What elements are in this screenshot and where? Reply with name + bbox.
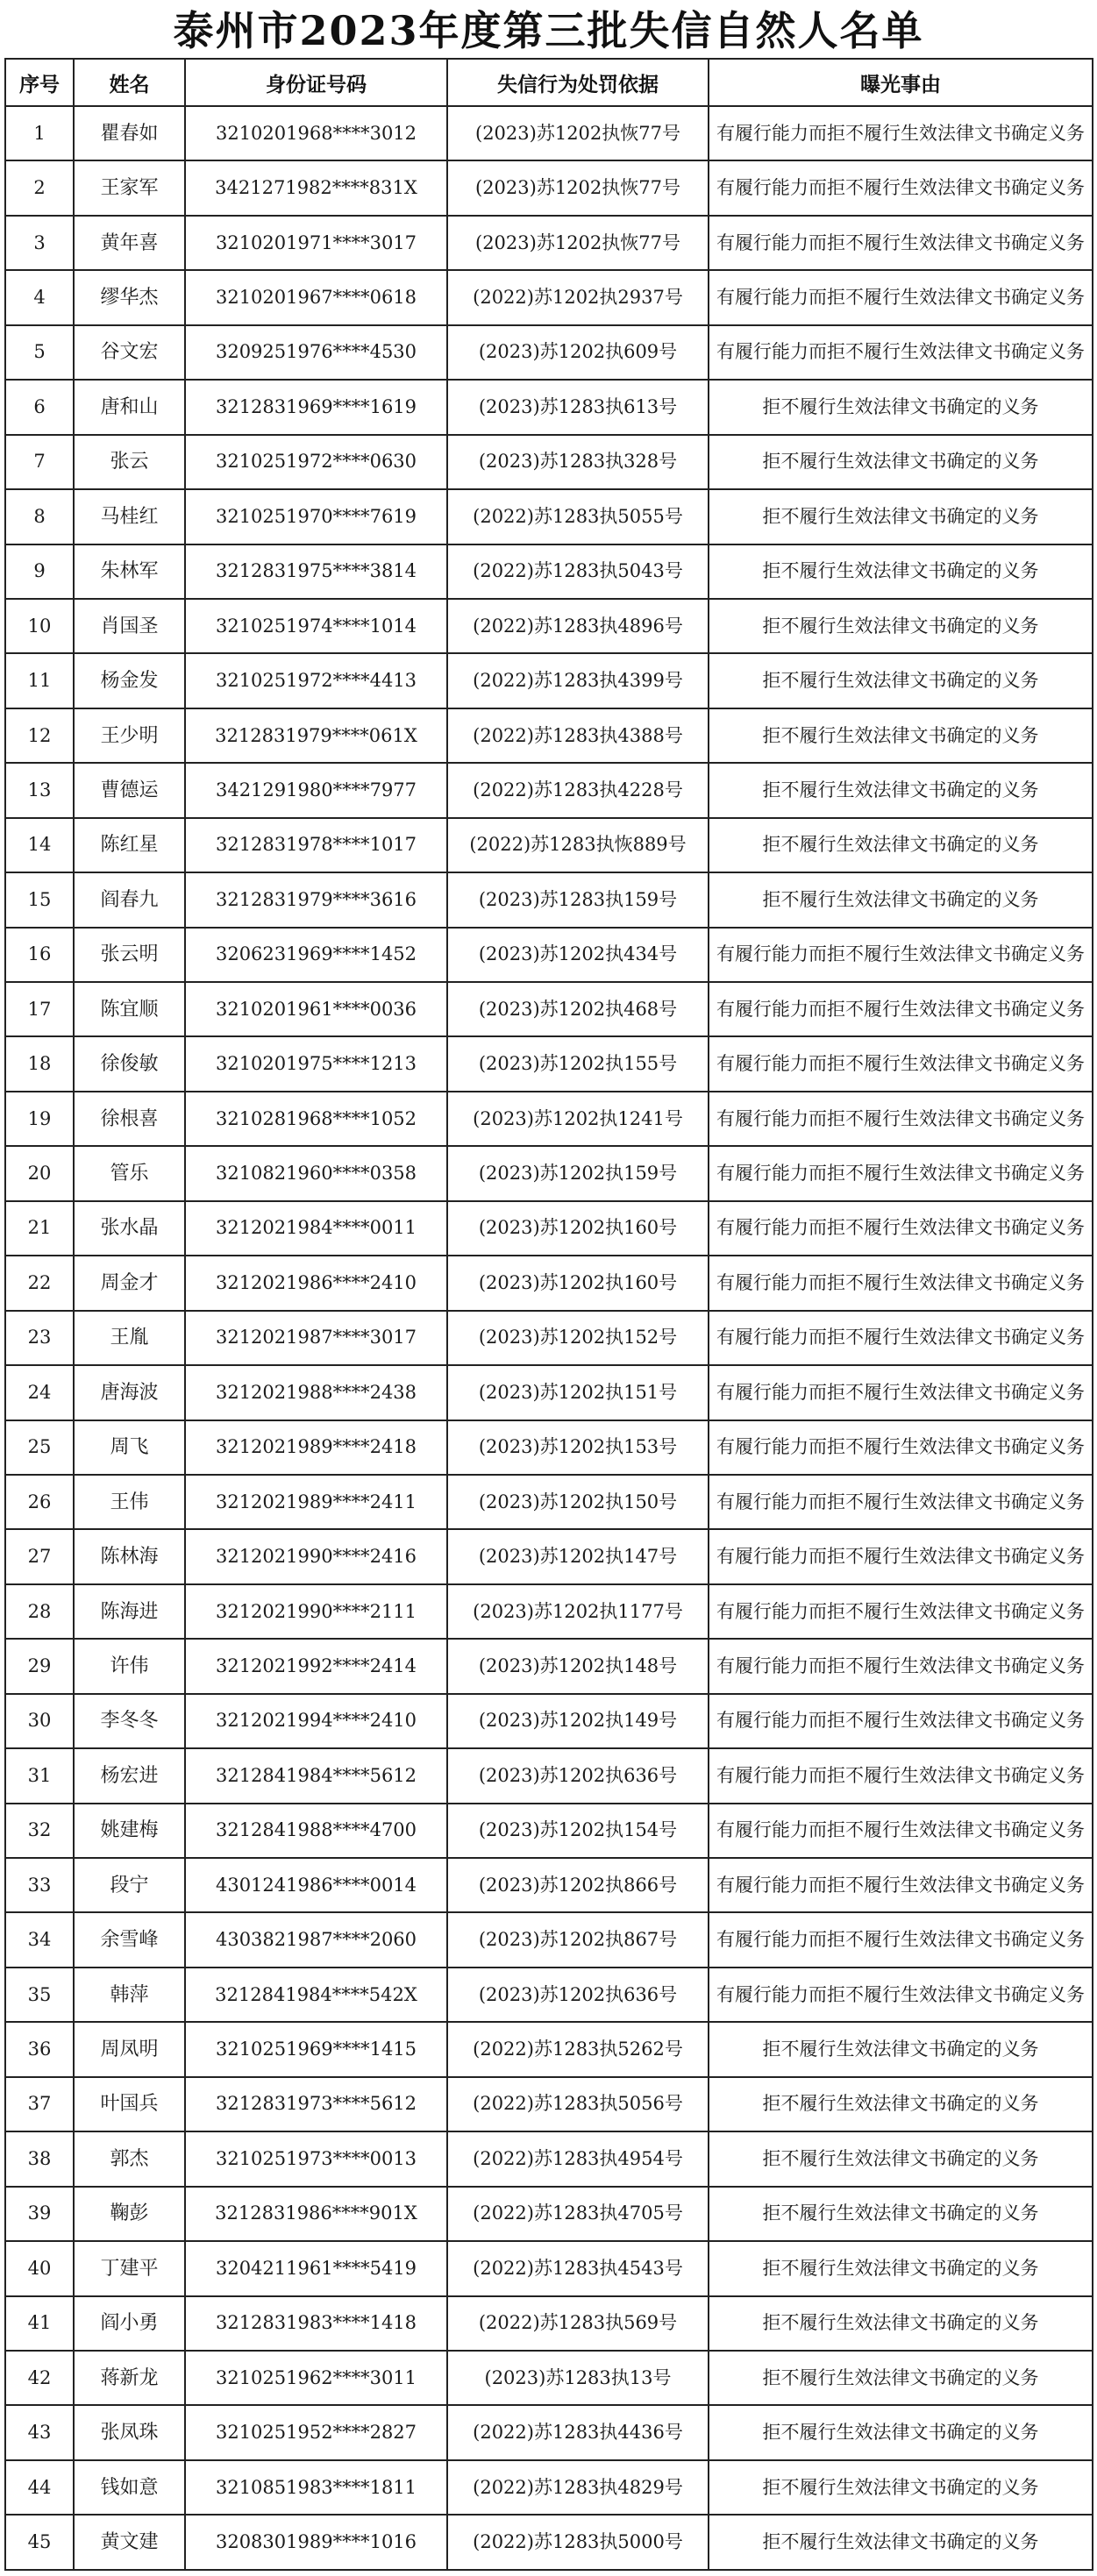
table-body xyxy=(5,106,1093,2570)
cell-serial-number: 36 xyxy=(5,2022,74,2076)
cell-name: 段宁 xyxy=(74,1858,185,1912)
cell-penalty-basis: (2022)苏1283执4228号 xyxy=(447,763,709,817)
table-row xyxy=(5,1584,1093,1639)
table-row xyxy=(5,1420,1093,1475)
cell-id-number: 3212021990****2111 xyxy=(185,1584,447,1639)
cell-id-number: 3210201968****3012 xyxy=(185,106,447,160)
cell-exposure-reason: 有履行能力而拒不履行生效法律文书确定义务 xyxy=(709,1475,1093,1529)
cell-exposure-reason: 拒不履行生效法律文书确定的义务 xyxy=(709,872,1093,927)
cell-exposure-reason: 拒不履行生效法律文书确定的义务 xyxy=(709,2405,1093,2459)
table-row xyxy=(5,1694,1093,1748)
cell-name: 唐海波 xyxy=(74,1365,185,1420)
cell-exposure-reason: 拒不履行生效法律文书确定的义务 xyxy=(709,599,1093,653)
cell-serial-number: 4 xyxy=(5,270,74,324)
cell-id-number: 3210851983****1811 xyxy=(185,2460,447,2515)
cell-exposure-reason: 拒不履行生效法律文书确定的义务 xyxy=(709,2460,1093,2515)
table-row xyxy=(5,2460,1093,2515)
cell-penalty-basis: (2023)苏1283执13号 xyxy=(447,2351,709,2405)
cell-serial-number: 2 xyxy=(5,160,74,215)
cell-name: 蒋新龙 xyxy=(74,2351,185,2405)
cell-penalty-basis: (2022)苏1283执5055号 xyxy=(447,489,709,544)
cell-penalty-basis: (2023)苏1202执1241号 xyxy=(447,1092,709,1146)
table-row xyxy=(5,325,1093,380)
cell-name: 周凤明 xyxy=(74,2022,185,2076)
cell-exposure-reason: 拒不履行生效法律文书确定的义务 xyxy=(709,2077,1093,2131)
cell-serial-number: 11 xyxy=(5,653,74,708)
cell-penalty-basis: (2023)苏1202执152号 xyxy=(447,1311,709,1365)
cell-name: 王伟 xyxy=(74,1475,185,1529)
cell-id-number: 3212841984****5612 xyxy=(185,1748,447,1803)
page-title: 泰州市2023年度第三批失信自然人名单 xyxy=(173,7,924,54)
cell-id-number: 3212021988****2438 xyxy=(185,1365,447,1420)
cell-serial-number: 40 xyxy=(5,2241,74,2295)
cell-exposure-reason: 有履行能力而拒不履行生效法律文书确定义务 xyxy=(709,1365,1093,1420)
table-row xyxy=(5,2515,1093,2569)
table-row xyxy=(5,2022,1093,2076)
cell-id-number: 3421271982****831X xyxy=(185,160,447,215)
cell-id-number: 3212831973****5612 xyxy=(185,2077,447,2131)
cell-penalty-basis: (2023)苏1202执150号 xyxy=(447,1475,709,1529)
cell-name: 张云 xyxy=(74,435,185,489)
cell-penalty-basis: (2022)苏1283执4543号 xyxy=(447,2241,709,2295)
cell-exposure-reason: 拒不履行生效法律文书确定的义务 xyxy=(709,380,1093,434)
cell-serial-number: 16 xyxy=(5,928,74,982)
cell-name: 张水晶 xyxy=(74,1201,185,1256)
cell-penalty-basis: (2022)苏1202执2937号 xyxy=(447,270,709,324)
table-row xyxy=(5,1146,1093,1200)
cell-penalty-basis: (2023)苏1283执613号 xyxy=(447,380,709,434)
cell-serial-number: 26 xyxy=(5,1475,74,1529)
cell-penalty-basis: (2023)苏1202执147号 xyxy=(447,1529,709,1583)
cell-exposure-reason: 拒不履行生效法律文书确定的义务 xyxy=(709,653,1093,708)
cell-penalty-basis: (2023)苏1202执160号 xyxy=(447,1256,709,1310)
cell-serial-number: 18 xyxy=(5,1036,74,1091)
cell-name: 叶国兵 xyxy=(74,2077,185,2131)
cell-name: 徐俊敏 xyxy=(74,1036,185,1091)
cell-exposure-reason: 有履行能力而拒不履行生效法律文书确定义务 xyxy=(709,1748,1093,1803)
cell-id-number: 3212021984****0011 xyxy=(185,1201,447,1256)
cell-id-number: 3212841988****4700 xyxy=(185,1804,447,1858)
cell-exposure-reason: 有履行能力而拒不履行生效法律文书确定义务 xyxy=(709,160,1093,215)
cell-exposure-reason: 拒不履行生效法律文书确定的义务 xyxy=(709,2022,1093,2076)
cell-serial-number: 31 xyxy=(5,1748,74,1803)
cell-penalty-basis: (2023)苏1202执149号 xyxy=(447,1694,709,1748)
cell-name: 王家军 xyxy=(74,160,185,215)
cell-name: 马桂红 xyxy=(74,489,185,544)
cell-penalty-basis: (2022)苏1283执4705号 xyxy=(447,2187,709,2241)
cell-id-number: 3212021986****2410 xyxy=(185,1256,447,1310)
cell-id-number: 3210251970****7619 xyxy=(185,489,447,544)
cell-penalty-basis: (2023)苏1202执154号 xyxy=(447,1804,709,1858)
cell-name: 周飞 xyxy=(74,1420,185,1475)
table-row xyxy=(5,763,1093,817)
cell-penalty-basis: (2022)苏1283执5056号 xyxy=(447,2077,709,2131)
cell-penalty-basis: (2022)苏1283执4399号 xyxy=(447,653,709,708)
cell-exposure-reason: 拒不履行生效法律文书确定的义务 xyxy=(709,544,1093,599)
cell-serial-number: 5 xyxy=(5,325,74,380)
cell-name: 黄年喜 xyxy=(74,216,185,270)
cell-penalty-basis: (2023)苏1202执636号 xyxy=(447,1968,709,2022)
cell-id-number: 3212831979****061X xyxy=(185,708,447,763)
cell-exposure-reason: 有履行能力而拒不履行生效法律文书确定义务 xyxy=(709,270,1093,324)
table-row xyxy=(5,2405,1093,2459)
table-row xyxy=(5,982,1093,1036)
header-serial-number: 序号 xyxy=(5,59,74,106)
table-row xyxy=(5,106,1093,160)
cell-name: 杨金发 xyxy=(74,653,185,708)
cell-serial-number: 41 xyxy=(5,2296,74,2351)
cell-penalty-basis: (2023)苏1202执867号 xyxy=(447,1912,709,1967)
cell-name: 杨宏进 xyxy=(74,1748,185,1803)
cell-exposure-reason: 拒不履行生效法律文书确定的义务 xyxy=(709,763,1093,817)
cell-exposure-reason: 拒不履行生效法律文书确定的义务 xyxy=(709,2241,1093,2295)
table-row xyxy=(5,1365,1093,1420)
cell-id-number: 3206231969****1452 xyxy=(185,928,447,982)
cell-id-number: 3212021992****2414 xyxy=(185,1639,447,1693)
table-row xyxy=(5,872,1093,927)
table-row xyxy=(5,1968,1093,2022)
table-row xyxy=(5,2351,1093,2405)
cell-id-number: 4301241986****0014 xyxy=(185,1858,447,1912)
cell-name: 王胤 xyxy=(74,1311,185,1365)
table-row xyxy=(5,1912,1093,1967)
cell-id-number: 3210281968****1052 xyxy=(185,1092,447,1146)
cell-serial-number: 23 xyxy=(5,1311,74,1365)
cell-serial-number: 1 xyxy=(5,106,74,160)
header-row xyxy=(5,59,1093,106)
cell-id-number: 3210251974****1014 xyxy=(185,599,447,653)
cell-serial-number: 35 xyxy=(5,1968,74,2022)
cell-id-number: 3210201971****3017 xyxy=(185,216,447,270)
table-row xyxy=(5,1858,1093,1912)
cell-name: 李冬冬 xyxy=(74,1694,185,1748)
cell-exposure-reason: 有履行能力而拒不履行生效法律文书确定义务 xyxy=(709,1256,1093,1310)
cell-serial-number: 20 xyxy=(5,1146,74,1200)
cell-id-number: 3212021994****2410 xyxy=(185,1694,447,1748)
cell-serial-number: 7 xyxy=(5,435,74,489)
cell-id-number: 3210201975****1213 xyxy=(185,1036,447,1091)
cell-serial-number: 17 xyxy=(5,982,74,1036)
cell-name: 缪华杰 xyxy=(74,270,185,324)
blacklist-table xyxy=(4,58,1093,2571)
cell-penalty-basis: (2023)苏1202执153号 xyxy=(447,1420,709,1475)
table-row xyxy=(5,160,1093,215)
cell-exposure-reason: 有履行能力而拒不履行生效法律文书确定义务 xyxy=(709,216,1093,270)
cell-id-number: 3212831969****1619 xyxy=(185,380,447,434)
cell-serial-number: 25 xyxy=(5,1420,74,1475)
table-row xyxy=(5,1639,1093,1693)
cell-id-number: 3212841984****542X xyxy=(185,1968,447,2022)
cell-name: 管乐 xyxy=(74,1146,185,1200)
cell-id-number: 3210251973****0013 xyxy=(185,2131,447,2186)
cell-penalty-basis: (2023)苏1202执160号 xyxy=(447,1201,709,1256)
cell-exposure-reason: 有履行能力而拒不履行生效法律文书确定义务 xyxy=(709,106,1093,160)
table-row xyxy=(5,2131,1093,2186)
cell-name: 瞿春如 xyxy=(74,106,185,160)
cell-penalty-basis: (2022)苏1283执4954号 xyxy=(447,2131,709,2186)
cell-penalty-basis: (2022)苏1283执4829号 xyxy=(447,2460,709,2515)
cell-exposure-reason: 有履行能力而拒不履行生效法律文书确定义务 xyxy=(709,1639,1093,1693)
cell-penalty-basis: (2023)苏1202执151号 xyxy=(447,1365,709,1420)
cell-serial-number: 37 xyxy=(5,2077,74,2131)
table-row xyxy=(5,1804,1093,1858)
cell-serial-number: 3 xyxy=(5,216,74,270)
cell-exposure-reason: 有履行能力而拒不履行生效法律文书确定义务 xyxy=(709,1146,1093,1200)
cell-serial-number: 34 xyxy=(5,1912,74,1967)
cell-exposure-reason: 拒不履行生效法律文书确定的义务 xyxy=(709,2131,1093,2186)
table-row xyxy=(5,435,1093,489)
cell-serial-number: 12 xyxy=(5,708,74,763)
cell-exposure-reason: 有履行能力而拒不履行生效法律文书确定义务 xyxy=(709,1912,1093,1967)
cell-id-number: 3212021989****2411 xyxy=(185,1475,447,1529)
cell-name: 王少明 xyxy=(74,708,185,763)
cell-penalty-basis: (2023)苏1202执恢77号 xyxy=(447,216,709,270)
cell-id-number: 3204211961****5419 xyxy=(185,2241,447,2295)
cell-penalty-basis: (2022)苏1283执5262号 xyxy=(447,2022,709,2076)
cell-penalty-basis: (2023)苏1202执636号 xyxy=(447,1748,709,1803)
cell-name: 曹德运 xyxy=(74,763,185,817)
cell-name: 张云明 xyxy=(74,928,185,982)
header-name: 姓名 xyxy=(74,59,185,106)
cell-id-number: 3210251972****4413 xyxy=(185,653,447,708)
table-row xyxy=(5,653,1093,708)
cell-name: 阎春九 xyxy=(74,872,185,927)
cell-name: 张凤珠 xyxy=(74,2405,185,2459)
cell-serial-number: 9 xyxy=(5,544,74,599)
cell-name: 阎小勇 xyxy=(74,2296,185,2351)
table-row xyxy=(5,380,1093,434)
cell-penalty-basis: (2023)苏1202执159号 xyxy=(447,1146,709,1200)
cell-exposure-reason: 拒不履行生效法律文书确定的义务 xyxy=(709,818,1093,872)
table-row xyxy=(5,1529,1093,1583)
cell-exposure-reason: 有履行能力而拒不履行生效法律文书确定义务 xyxy=(709,928,1093,982)
cell-penalty-basis: (2022)苏1283执4896号 xyxy=(447,599,709,653)
cell-exposure-reason: 有履行能力而拒不履行生效法律文书确定义务 xyxy=(709,1584,1093,1639)
table-row xyxy=(5,599,1093,653)
cell-name: 陈林海 xyxy=(74,1529,185,1583)
cell-serial-number: 8 xyxy=(5,489,74,544)
cell-serial-number: 44 xyxy=(5,2460,74,2515)
cell-id-number: 3210251962****3011 xyxy=(185,2351,447,2405)
cell-exposure-reason: 有履行能力而拒不履行生效法律文书确定义务 xyxy=(709,1694,1093,1748)
table-row xyxy=(5,2077,1093,2131)
cell-serial-number: 22 xyxy=(5,1256,74,1310)
table-row xyxy=(5,1256,1093,1310)
cell-exposure-reason: 有履行能力而拒不履行生效法律文书确定义务 xyxy=(709,1858,1093,1912)
cell-id-number: 3210251952****2827 xyxy=(185,2405,447,2459)
cell-serial-number: 43 xyxy=(5,2405,74,2459)
cell-exposure-reason: 有履行能力而拒不履行生效法律文书确定义务 xyxy=(709,1092,1093,1146)
table-row xyxy=(5,1311,1093,1365)
cell-name: 谷文宏 xyxy=(74,325,185,380)
cell-exposure-reason: 有履行能力而拒不履行生效法律文书确定义务 xyxy=(709,1968,1093,2022)
cell-exposure-reason: 有履行能力而拒不履行生效法律文书确定义务 xyxy=(709,1201,1093,1256)
header-penalty-basis: 失信行为处罚依据 xyxy=(447,59,709,106)
table-row xyxy=(5,2296,1093,2351)
cell-penalty-basis: (2023)苏1283执328号 xyxy=(447,435,709,489)
cell-exposure-reason: 有履行能力而拒不履行生效法律文书确定义务 xyxy=(709,1529,1093,1583)
cell-penalty-basis: (2022)苏1283执569号 xyxy=(447,2296,709,2351)
cell-penalty-basis: (2023)苏1202执恢77号 xyxy=(447,160,709,215)
cell-exposure-reason: 有履行能力而拒不履行生效法律文书确定义务 xyxy=(709,1804,1093,1858)
table-row xyxy=(5,2241,1093,2295)
table-row xyxy=(5,818,1093,872)
cell-exposure-reason: 有履行能力而拒不履行生效法律文书确定义务 xyxy=(709,982,1093,1036)
header-exposure-reason: 曝光事由 xyxy=(709,59,1093,106)
cell-serial-number: 28 xyxy=(5,1584,74,1639)
cell-name: 鞠彭 xyxy=(74,2187,185,2241)
cell-id-number: 3212021990****2416 xyxy=(185,1529,447,1583)
cell-id-number: 3212831979****3616 xyxy=(185,872,447,927)
cell-serial-number: 10 xyxy=(5,599,74,653)
cell-name: 郭杰 xyxy=(74,2131,185,2186)
table-row xyxy=(5,708,1093,763)
cell-id-number: 3212831975****3814 xyxy=(185,544,447,599)
cell-penalty-basis: (2023)苏1202执866号 xyxy=(447,1858,709,1912)
table-row xyxy=(5,928,1093,982)
table-row xyxy=(5,544,1093,599)
cell-penalty-basis: (2023)苏1202执恢77号 xyxy=(447,106,709,160)
cell-id-number: 3212021987****3017 xyxy=(185,1311,447,1365)
cell-penalty-basis: (2022)苏1283执5000号 xyxy=(447,2515,709,2569)
table-row xyxy=(5,1036,1093,1091)
cell-exposure-reason: 拒不履行生效法律文书确定的义务 xyxy=(709,2515,1093,2569)
cell-serial-number: 32 xyxy=(5,1804,74,1858)
cell-serial-number: 33 xyxy=(5,1858,74,1912)
cell-id-number: 3210821960****0358 xyxy=(185,1146,447,1200)
cell-name: 黄文建 xyxy=(74,2515,185,2569)
table-row xyxy=(5,216,1093,270)
cell-penalty-basis: (2023)苏1202执434号 xyxy=(447,928,709,982)
cell-id-number: 3209251976****4530 xyxy=(185,325,447,380)
table-row xyxy=(5,270,1093,324)
cell-serial-number: 29 xyxy=(5,1639,74,1693)
cell-id-number: 3208301989****1016 xyxy=(185,2515,447,2569)
cell-exposure-reason: 有履行能力而拒不履行生效法律文书确定义务 xyxy=(709,325,1093,380)
cell-exposure-reason: 有履行能力而拒不履行生效法律文书确定义务 xyxy=(709,1036,1093,1091)
cell-penalty-basis: (2023)苏1202执468号 xyxy=(447,982,709,1036)
cell-penalty-basis: (2023)苏1202执148号 xyxy=(447,1639,709,1693)
cell-penalty-basis: (2022)苏1283执恢889号 xyxy=(447,818,709,872)
cell-name: 徐根喜 xyxy=(74,1092,185,1146)
cell-exposure-reason: 拒不履行生效法律文书确定的义务 xyxy=(709,435,1093,489)
table-row xyxy=(5,1092,1093,1146)
table-row xyxy=(5,2187,1093,2241)
header-id-number: 身份证号码 xyxy=(185,59,447,106)
cell-name: 朱林军 xyxy=(74,544,185,599)
cell-exposure-reason: 拒不履行生效法律文书确定的义务 xyxy=(709,2351,1093,2405)
cell-id-number: 3421291980****7977 xyxy=(185,763,447,817)
cell-serial-number: 39 xyxy=(5,2187,74,2241)
table-row xyxy=(5,1475,1093,1529)
cell-id-number: 3210251969****1415 xyxy=(185,2022,447,2076)
cell-serial-number: 21 xyxy=(5,1201,74,1256)
cell-exposure-reason: 拒不履行生效法律文书确定的义务 xyxy=(709,2187,1093,2241)
cell-id-number: 3212831983****1418 xyxy=(185,2296,447,2351)
cell-name: 余雪峰 xyxy=(74,1912,185,1967)
cell-exposure-reason: 拒不履行生效法律文书确定的义务 xyxy=(709,489,1093,544)
cell-serial-number: 13 xyxy=(5,763,74,817)
cell-serial-number: 27 xyxy=(5,1529,74,1583)
table-row xyxy=(5,1748,1093,1803)
cell-name: 钱如意 xyxy=(74,2460,185,2515)
cell-serial-number: 24 xyxy=(5,1365,74,1420)
cell-exposure-reason: 有履行能力而拒不履行生效法律文书确定义务 xyxy=(709,1420,1093,1475)
cell-exposure-reason: 拒不履行生效法律文书确定的义务 xyxy=(709,708,1093,763)
cell-id-number: 3210201967****0618 xyxy=(185,270,447,324)
cell-penalty-basis: (2022)苏1283执4388号 xyxy=(447,708,709,763)
cell-name: 唐和山 xyxy=(74,380,185,434)
cell-id-number: 3210201961****0036 xyxy=(185,982,447,1036)
cell-name: 陈红星 xyxy=(74,818,185,872)
cell-name: 许伟 xyxy=(74,1639,185,1693)
cell-name: 周金才 xyxy=(74,1256,185,1310)
cell-serial-number: 38 xyxy=(5,2131,74,2186)
cell-name: 陈宜顺 xyxy=(74,982,185,1036)
cell-id-number: 3212831978****1017 xyxy=(185,818,447,872)
cell-penalty-basis: (2023)苏1283执159号 xyxy=(447,872,709,927)
cell-exposure-reason: 拒不履行生效法律文书确定的义务 xyxy=(709,2296,1093,2351)
cell-serial-number: 6 xyxy=(5,380,74,434)
cell-serial-number: 45 xyxy=(5,2515,74,2569)
cell-id-number: 4303821987****2060 xyxy=(185,1912,447,1967)
table-row xyxy=(5,1201,1093,1256)
cell-exposure-reason: 有履行能力而拒不履行生效法律文书确定义务 xyxy=(709,1311,1093,1365)
table-header xyxy=(5,59,1093,106)
cell-name: 肖国圣 xyxy=(74,599,185,653)
cell-id-number: 3212021989****2418 xyxy=(185,1420,447,1475)
cell-name: 陈海进 xyxy=(74,1584,185,1639)
cell-name: 韩萍 xyxy=(74,1968,185,2022)
cell-serial-number: 42 xyxy=(5,2351,74,2405)
cell-serial-number: 14 xyxy=(5,818,74,872)
cell-name: 姚建梅 xyxy=(74,1804,185,1858)
cell-penalty-basis: (2023)苏1202执155号 xyxy=(447,1036,709,1091)
cell-penalty-basis: (2023)苏1202执1177号 xyxy=(447,1584,709,1639)
cell-penalty-basis: (2022)苏1283执5043号 xyxy=(447,544,709,599)
cell-serial-number: 19 xyxy=(5,1092,74,1146)
cell-name: 丁建平 xyxy=(74,2241,185,2295)
table-row xyxy=(5,489,1093,544)
cell-penalty-basis: (2022)苏1283执4436号 xyxy=(447,2405,709,2459)
cell-id-number: 3210251972****0630 xyxy=(185,435,447,489)
cell-penalty-basis: (2023)苏1202执609号 xyxy=(447,325,709,380)
cell-serial-number: 15 xyxy=(5,872,74,927)
cell-id-number: 3212831986****901X xyxy=(185,2187,447,2241)
cell-serial-number: 30 xyxy=(5,1694,74,1748)
